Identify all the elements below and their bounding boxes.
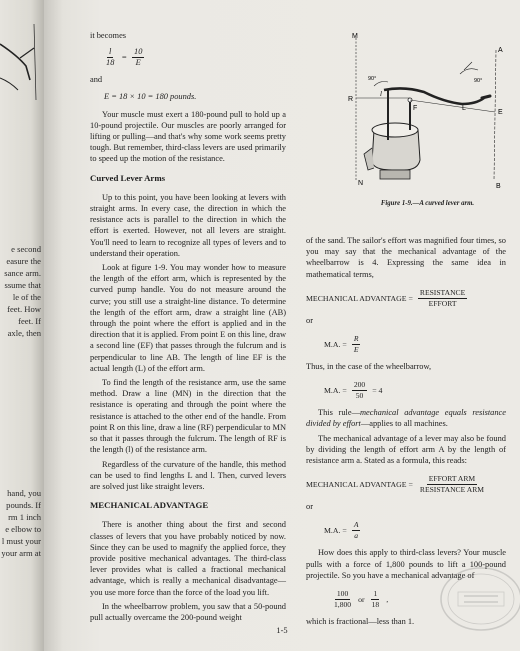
formula-1	[306, 288, 506, 309]
document-page	[44, 0, 520, 651]
left-fragment: feet. How	[7, 304, 41, 314]
left-fragment: e elbow to	[5, 524, 41, 534]
formula-3	[324, 380, 506, 401]
left-fragment: your arm at	[1, 548, 41, 558]
page-number: 1-5	[276, 626, 288, 635]
text-run: This rule—	[318, 408, 360, 418]
section-heading: MECHANICAL ADVANTAGE	[90, 500, 209, 511]
paragraph: How does this apply to third-class levers? Your muscle pulls with a force of 1,800 pounds to lift a 100-pound projectile. So you have a mechanical advantage of	[306, 548, 506, 580]
numerator: 10	[134, 47, 143, 57]
label-e: E	[498, 109, 503, 116]
left-fragment: rm 1 inch	[8, 512, 41, 522]
left-fragment: ssume that	[4, 280, 41, 290]
numerator: R	[353, 334, 359, 344]
denominator: 50	[355, 391, 364, 401]
fraction	[352, 520, 361, 541]
formula-left: M.A. =	[324, 526, 347, 536]
left-fragment: pounds. If	[6, 500, 41, 510]
fraction	[370, 589, 382, 610]
formula-left: M.A. =	[324, 386, 347, 396]
or-text: or	[306, 502, 313, 512]
fraction	[132, 47, 144, 68]
left-fragment: hand, you	[7, 488, 41, 498]
formula-right: = 4	[372, 386, 383, 396]
denominator: EFFORT	[428, 298, 457, 308]
left-fragment: le of the	[12, 292, 41, 302]
paragraph: which is fractional—less than 1.	[306, 617, 415, 627]
watermark-stamp	[438, 564, 520, 634]
curved-lever-figure	[344, 30, 514, 205]
paragraph: To find the length of the resistance arm, use the same method. Draw a line (MN) in the direction that the resistance is operating and through the point where the resistance is attached to the other end of the handle. From point R on this line, draw a line (RF) perpendicular to MN so that it passes through the fulcrum. The length of RF is the length (l) of the resistance arm.	[90, 378, 286, 455]
paragraph: Look at figure 1-9. You may wonder how to measure the length of the effort arm, which is represented by the curved pump handle. You do not measure around the curve; you still use a straight-line distance. To determine the length of the effort arm, draw a straight line (AB) through the point where the effort is applied and in the direction that it is applied. From point E on this line, draw a second line (EF) that passes through the fulcrum and is perpendicular to line AB. The length of line EF is the actual length (L) of the effort arm.	[90, 263, 286, 373]
label-l-large: L	[462, 105, 466, 112]
paragraph: of the sand. The sailor's effort was magnified four times, so you may say that the mechanical advantage of the wheelbarrow is 4. Expressing the same idea in mathematical terms,	[306, 236, 506, 279]
emphasis-text: mechanical advantage equals resistance divided by effort	[306, 408, 506, 429]
left-page-figure-fragment	[0, 4, 44, 114]
numerator: 200	[353, 380, 366, 390]
left-fragment: feet. If	[18, 316, 41, 326]
paragraph	[306, 407, 506, 429]
fraction	[352, 380, 367, 401]
numerator: EFFORT ARM	[428, 474, 476, 484]
paragraph: The mechanical advantage of a lever may also be found by dividing the length of effort arm A by the length of resistance arm a. Stated as a formula, this reads:	[306, 433, 506, 466]
denominator: E	[353, 345, 359, 355]
label-r: R	[348, 96, 354, 103]
paragraph: Regardless of the curvature of the handle, this method can be used to find lengths L and l. Then, curved levers are solved just like straight levers.	[90, 459, 286, 491]
paragraph: Thus, in the case of the wheelbarrow,	[306, 362, 432, 372]
denominator: RESISTANCE ARM	[419, 485, 485, 495]
left-page-edge	[0, 0, 44, 651]
label-f: F	[413, 105, 418, 112]
formula-left: M.A. =	[324, 339, 347, 349]
or-text: or	[306, 315, 313, 325]
left-fragment: sance arm.	[4, 268, 41, 278]
or-text: or	[358, 594, 365, 604]
label-90-left: 90°	[368, 76, 377, 82]
fraction	[104, 47, 116, 68]
left-fragment: axle, then	[7, 328, 41, 338]
denominator: 18	[106, 58, 115, 68]
fraction	[418, 474, 486, 495]
formula-left: MECHANICAL ADVANTAGE =	[306, 293, 413, 303]
formula-2	[324, 334, 506, 355]
formula-left: MECHANICAL ADVANTAGE =	[306, 480, 413, 490]
left-fragment: l must your	[1, 536, 41, 546]
section-heading: Curved Lever Arms	[90, 172, 166, 183]
denominator: E	[135, 58, 141, 68]
equals-sign: =	[121, 53, 128, 63]
fraction	[418, 288, 467, 309]
text-run: —applies to all machines.	[360, 419, 448, 429]
paragraph: There is another thing about the first and second classes of levers that you have probably noticed by now. Since they can be used to magnify the applied force, they provide positive mechanical advantages. The third-class lever provides what is called a fractional mechanical advantage, which is really a mechanical disadvantage—you use more force than the force of the load you lift.	[90, 520, 286, 597]
label-n: N	[358, 180, 364, 187]
numerator: 100	[336, 589, 349, 599]
paragraph: In the wheelbarrow problem, you saw that a 50-pound pull actually overcame the 200-pound weight	[90, 601, 286, 622]
denominator: 1,800	[334, 600, 352, 610]
label-l-small: l	[380, 90, 382, 98]
fraction	[352, 334, 361, 355]
left-column	[90, 30, 286, 626]
formula-4	[306, 474, 506, 495]
denominator: 18	[371, 600, 380, 610]
numerator: A	[353, 520, 359, 530]
label-90-right: 90°	[474, 78, 483, 84]
and-text: and	[90, 75, 103, 85]
numerator: 1	[373, 589, 378, 599]
left-fragment: e second	[11, 244, 41, 254]
paragraph: Up to this point, you have been looking at levers with straight arms. In every case, the direction in which the resistance acts is parallel to the direction in which the effort is exerted. However, not all levers are straight. You'll need to learn to recognize all types of levers and to understand their operation.	[90, 192, 286, 258]
punctuation: ,	[386, 594, 389, 604]
equation-1	[104, 47, 286, 68]
label-m: M	[352, 33, 358, 40]
denominator: a	[354, 531, 359, 541]
numerator: RESISTANCE	[419, 287, 466, 297]
label-a: A	[498, 47, 503, 54]
intro-text: it becomes	[90, 31, 127, 40]
equation-2: E = 18 × 10 = 180 pounds.	[104, 92, 197, 102]
left-fragment: easure the	[6, 256, 41, 266]
numerator: l	[109, 47, 112, 57]
label-b: B	[496, 183, 501, 190]
figure-caption: Figure 1-9.—A curved lever arm.	[380, 200, 475, 207]
paragraph: Your muscle must exert a 180-pound pull to hold up a 10-pound projectile. Our muscles are poorly arranged for lifting or pulling—and that's why some work seems pretty tough. But remember, third-class levers are used primarily to speed up the motion of the resistance.	[90, 109, 286, 164]
fraction	[332, 589, 353, 610]
formula-5	[324, 520, 506, 541]
